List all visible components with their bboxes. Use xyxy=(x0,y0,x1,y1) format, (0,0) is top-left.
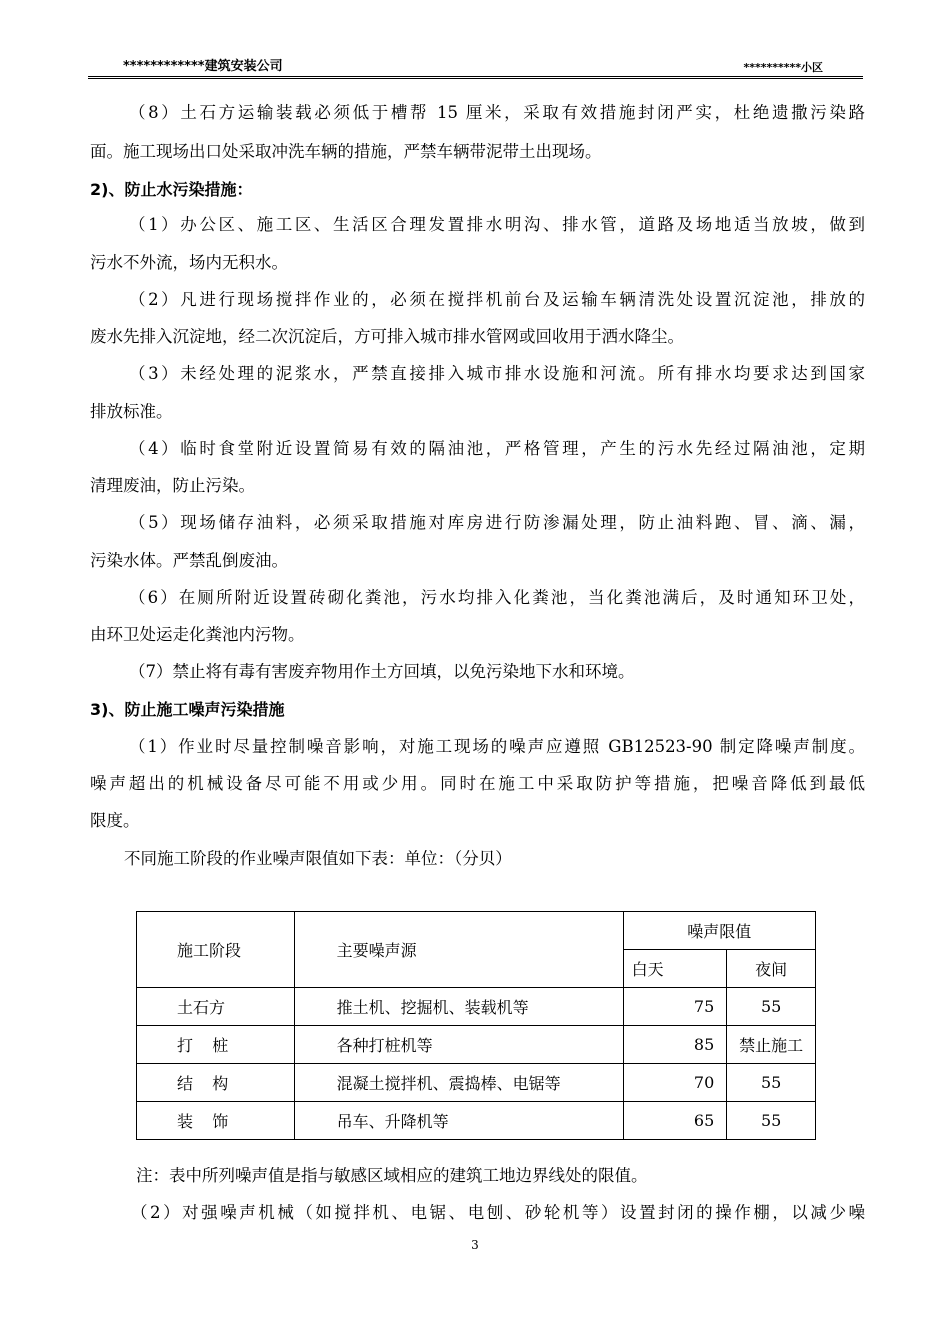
header-source: 主要噪声源 xyxy=(294,912,623,988)
paragraph-line: 废水先排入沉淀地，经二次沉淀后，方可排入城市排水管网或回收用于洒水降尘。 xyxy=(90,327,684,346)
cell-source: 各种打桩机等 xyxy=(294,1026,623,1064)
paragraph-line: （7）禁止将有毒有害废弃物用作土方回填，以免污染地下水和环境。 xyxy=(129,662,635,681)
paragraph-line: （2）对强噪声机械（如搅拌机、电锯、电刨、砂轮机等）设置封闭的操作棚，以减少噪 xyxy=(131,1203,865,1222)
paragraph-line: 清理废油，防止污染。 xyxy=(90,476,255,495)
cell-stage xyxy=(137,1102,295,1140)
paragraph-line: 排放标准。 xyxy=(90,402,173,421)
table-row xyxy=(137,1026,816,1064)
paragraph-line: （4）临时食堂附近设置简易有效的隔油池，严格管理，产生的污水先经过隔油池，定期 xyxy=(129,439,865,458)
page-header xyxy=(88,52,863,79)
paragraph-line: 污水不外流，场内无积水。 xyxy=(90,253,288,272)
cell-day: 65 xyxy=(623,1102,727,1140)
header-limit: 噪声限值 xyxy=(623,912,815,950)
cell-stage xyxy=(137,1064,295,1102)
cell-night: 55 xyxy=(727,1064,816,1102)
company-name: ************建筑安装公司 xyxy=(123,59,283,74)
section-heading-noise: 3)、防止施工噪声污染措施 xyxy=(90,700,285,719)
paragraph-line: 限度。 xyxy=(90,811,140,830)
paragraph-line: （8）土石方运输装载必须低于槽帮 15 厘米，采取有效措施封闭严实，杜绝遗撒污染路 xyxy=(129,103,865,122)
paragraph-line: （1）作业时尽量控制噪音影响，对施工现场的噪声应遵照 GB12523-90 制定降噪声制度。 xyxy=(129,737,865,756)
cell-stage-text: 结构 xyxy=(177,1074,248,1093)
table-row xyxy=(137,1102,816,1140)
page-number: 3 xyxy=(471,1238,479,1252)
cell-night: 禁止施工 xyxy=(727,1026,816,1064)
paragraph-line: 由环卫处运走化粪池内污物。 xyxy=(90,625,305,644)
cell-night: 55 xyxy=(727,1102,816,1140)
cell-stage-text: 装饰 xyxy=(177,1112,248,1131)
cell-day: 75 xyxy=(623,988,727,1026)
table-intro: 不同施工阶段的作业噪声限值如下表：单位：（分贝） xyxy=(124,849,512,868)
cell-day: 85 xyxy=(623,1026,727,1064)
paragraph-line: 噪声超出的机械设备尽可能不用或少用。同时在施工中采取防护等措施，把噪音降低到最低 xyxy=(90,774,865,793)
paragraph-line: （3）未经处理的泥浆水，严禁直接排入城市排水设施和河流。所有排水均要求达到国家 xyxy=(129,364,865,383)
header-stage: 施工阶段 xyxy=(137,912,295,988)
cell-source: 推土机、挖掘机、装载机等 xyxy=(294,988,623,1026)
table-row xyxy=(137,988,816,1026)
cell-night: 55 xyxy=(727,988,816,1026)
paragraph-line: 面。施工现场出口处采取冲洗车辆的措施，严禁车辆带泥带土出现场。 xyxy=(90,142,602,161)
header-day: 白天 xyxy=(623,950,727,988)
cell-stage: 土石方 xyxy=(137,988,295,1026)
cell-source: 吊车、升降机等 xyxy=(294,1102,623,1140)
table-note: 注：表中所列噪声值是指与敏感区域相应的建筑工地边界线处的限值。 xyxy=(136,1166,648,1185)
section-heading-water: 2)、防止水污染措施： xyxy=(90,180,253,199)
header-night: 夜间 xyxy=(727,950,816,988)
cell-stage xyxy=(137,1026,295,1064)
paragraph-line: （5）现场储存油料，必须采取措施对库房进行防渗漏处理，防止油料跑、冒、滴、漏， xyxy=(129,513,865,532)
table-row xyxy=(137,1064,816,1102)
cell-stage-text: 打桩 xyxy=(177,1036,248,1055)
paragraph-line: （1）办公区、施工区、生活区合理发置排水明沟、排水管，道路及场地适当放坡，做到 xyxy=(129,215,865,234)
cell-day: 70 xyxy=(623,1064,727,1102)
project-name: **********小区 xyxy=(743,61,823,74)
paragraph-line: 污染水体。严禁乱倒废油。 xyxy=(90,551,288,570)
paragraph-line: （6）在厕所附近设置砖砌化粪池，污水均排入化粪池，当化粪池满后，及时通知环卫处， xyxy=(129,588,865,607)
noise-limit-table xyxy=(136,911,816,1140)
paragraph-line: （2）凡进行现场搅拌作业的，必须在搅拌机前台及运输车辆清洗处设置沉淀池，排放的 xyxy=(129,290,865,309)
cell-source: 混凝土搅拌机、震捣棒、电锯等 xyxy=(294,1064,623,1102)
